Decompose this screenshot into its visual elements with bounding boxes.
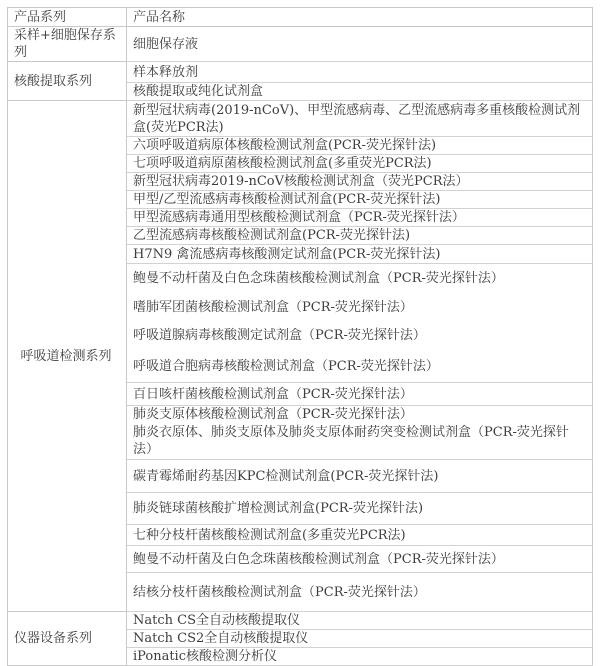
product-cell: 肺炎支原体核酸检测试剂盒（PCR-荧光探针法） — [127, 406, 593, 424]
product-cell: 嗜肺军团菌核酸检测试剂盒（PCR-荧光探针法） — [127, 293, 593, 321]
series-cell: 仪器设备系列 — [8, 612, 127, 666]
table-body — [8, 27, 593, 666]
table-row — [8, 101, 593, 137]
table-row — [8, 27, 593, 62]
product-cell: 新型冠状病毒2019-nCoV核酸检测试剂盒（荧光PCR法） — [127, 173, 593, 191]
product-cell: 样本释放剂 — [127, 62, 593, 83]
table-row — [8, 612, 593, 630]
product-cell: 鲍曼不动杆菌及白色念珠菌核酸检测试剂盒（PCR-荧光探针法） — [127, 264, 593, 294]
product-cell: 呼吸道腺病毒核酸测定试剂盒（PCR-荧光探针法） — [127, 321, 593, 350]
product-cell: Natch CS2全自动核酸提取仪 — [127, 630, 593, 648]
product-cell: 鲍曼不动杆菌及白色念珠菌核酸检测试剂盒（PCR-荧光探针法） — [127, 546, 593, 573]
product-table — [7, 7, 593, 666]
product-cell: iPonatic核酸检测分析仪 — [127, 648, 593, 666]
series-cell: 呼吸道检测系列 — [8, 101, 127, 612]
table-row — [8, 62, 593, 83]
product-cell: 乙型流感病毒核酸检测试剂盒(PCR-荧光探针法) — [127, 227, 593, 245]
product-cell: 七项呼吸道病原菌核酸检测试剂盒(多重荧光PCR法) — [127, 155, 593, 173]
column-header-product: 产品名称 — [127, 8, 593, 27]
product-cell: 结核分枝杆菌核酸检测试剂盒（PCR-荧光探针法） — [127, 573, 593, 612]
product-cell: 百日咳杆菌核酸检测试剂盒（PCR-荧光探针法） — [127, 383, 593, 406]
product-cell: 核酸提取或纯化试剂盒 — [127, 83, 593, 101]
product-cell: 呼吸道合胞病毒核酸检测试剂盒（PCR-荧光探针法） — [127, 350, 593, 383]
product-cell: 细胞保存液 — [127, 27, 593, 62]
product-cell: 七种分枝杆菌核酸检测试剂盒(多重荧光PCR法) — [127, 525, 593, 546]
product-cell: 甲型/乙型流感病毒核酸检测试剂盒(PCR-荧光探针法) — [127, 191, 593, 209]
product-cell: Natch CS全自动核酸提取仪 — [127, 612, 593, 630]
product-cell: H7N9 禽流感病毒核酸测定试剂盒(PCR-荧光探针法) — [127, 245, 593, 264]
header-row — [8, 8, 593, 27]
series-cell: 采样+细胞保存系列 — [8, 27, 127, 62]
series-cell: 核酸提取系列 — [8, 62, 127, 101]
product-cell: 肺炎链球菌核酸扩增检测试剂盒(PCR-荧光探针法) — [127, 493, 593, 525]
product-cell: 新型冠状病毒(2019-nCoV)、甲型流感病毒、乙型流感病毒多重核酸检测试剂盒(荧光PCR法) — [127, 101, 593, 137]
product-cell: 肺炎衣原体、肺炎支原体及肺炎支原体耐药突变检测试剂盒（PCR-荧光探针法） — [127, 423, 593, 460]
product-cell: 甲型流感病毒通用型核酸检测试剂盒（PCR-荧光探针法） — [127, 209, 593, 227]
product-cell: 碳青霉烯耐药基因KPC检测试剂盒(PCR-荧光探针法) — [127, 460, 593, 493]
column-header-series: 产品系列 — [8, 8, 127, 27]
product-cell: 六项呼吸道病原体核酸检测试剂盒(PCR-荧光探针法) — [127, 137, 593, 155]
